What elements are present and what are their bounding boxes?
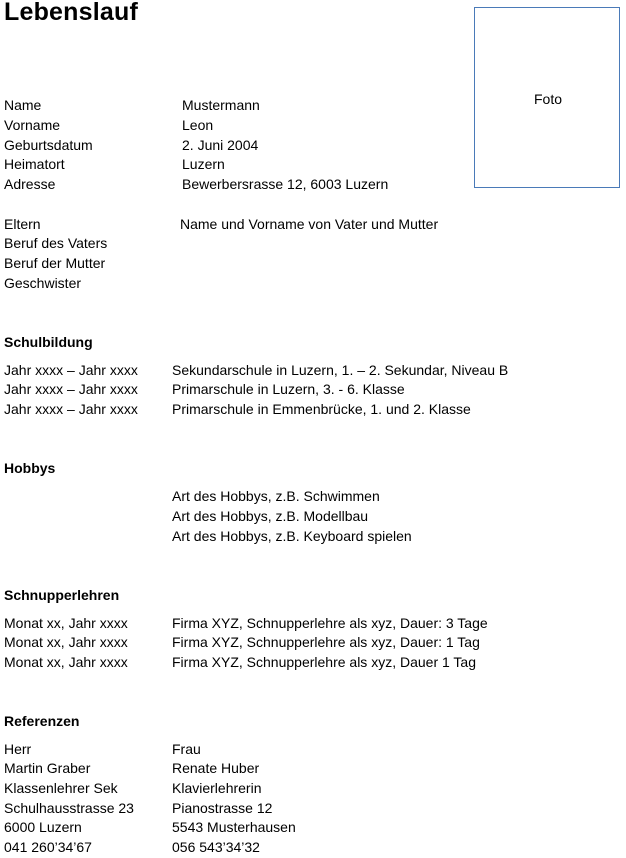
period: Jahr xxxx – Jahr xxxx xyxy=(4,401,138,417)
reference-left-line: 041 260’34’67 xyxy=(4,839,92,855)
reference-left-line: 6000 Luzern xyxy=(4,819,82,835)
entry-text: Primarschule in Emmenbrücke, 1. und 2. Klasse xyxy=(172,401,471,417)
reference-left-line: Martin Graber xyxy=(4,760,91,776)
period: Monat xx, Jahr xxxx xyxy=(4,654,128,670)
family-label: Beruf der Mutter xyxy=(4,255,106,271)
period: Monat xx, Jahr xxxx xyxy=(4,615,128,631)
family-label: Beruf des Vaters xyxy=(4,235,108,251)
personal-label: Adresse xyxy=(4,176,56,192)
reference-right-line: 056 543’34’32 xyxy=(172,839,260,855)
family-label: Geschwister xyxy=(4,275,82,291)
entry-text: Sekundarschule in Luzern, 1. – 2. Sekundar, Niveau B xyxy=(172,362,509,378)
personal-value: Leon xyxy=(182,117,214,133)
personal-value: Bewerbersrasse 12, 6003 Luzern xyxy=(182,176,389,192)
family-label: Eltern xyxy=(4,216,41,232)
section-heading: Hobbys xyxy=(4,460,56,476)
reference-right-line: Renate Huber xyxy=(172,760,260,776)
personal-label: Heimatort xyxy=(4,156,65,172)
parents-value: Name und Vorname von Vater und Mutter xyxy=(180,216,439,232)
personal-value: 2. Juni 2004 xyxy=(182,137,259,153)
entry-text: Firma XYZ, Schnupperlehre als xyz, Dauer 1 Tag xyxy=(172,654,476,670)
period: Monat xx, Jahr xxxx xyxy=(4,634,128,650)
reference-right-line: Klavierlehrerin xyxy=(172,780,262,796)
reference-right-line: Pianostrasse 12 xyxy=(172,800,273,816)
entry-text: Firma XYZ, Schnupperlehre als xyz, Dauer: 1 Tag xyxy=(172,634,480,650)
period: Jahr xxxx – Jahr xxxx xyxy=(4,381,138,397)
hobby-item: Art des Hobbys, z.B. Schwimmen xyxy=(172,488,380,504)
photo-label: Foto xyxy=(533,91,562,107)
section-heading: Schnupperlehren xyxy=(4,587,120,603)
period: Jahr xxxx – Jahr xxxx xyxy=(4,362,138,378)
section-heading: Referenzen xyxy=(4,713,80,729)
reference-left-line: Schulhausstrasse 23 xyxy=(4,800,134,816)
personal-label: Geburtsdatum xyxy=(4,137,93,153)
reference-left-line: Herr xyxy=(4,741,32,757)
personal-value: Luzern xyxy=(182,156,225,172)
reference-right-line: 5543 Musterhausen xyxy=(172,819,296,835)
personal-label: Name xyxy=(4,97,42,113)
photo-placeholder xyxy=(474,7,620,188)
page-title: Lebenslauf xyxy=(4,0,138,26)
entry-text: Firma XYZ, Schnupperlehre als xyz, Dauer: 3 Tage xyxy=(172,615,488,631)
personal-value: Mustermann xyxy=(182,97,260,113)
hobby-item: Art des Hobbys, z.B. Modellbau xyxy=(172,508,369,524)
section-heading: Schulbildung xyxy=(4,334,93,350)
hobby-item: Art des Hobbys, z.B. Keyboard spielen xyxy=(172,528,412,544)
reference-right-line: Frau xyxy=(172,741,201,757)
reference-left-line: Klassenlehrer Sek xyxy=(4,780,118,796)
personal-label: Vorname xyxy=(4,117,61,133)
entry-text: Primarschule in Luzern, 3. - 6. Klasse xyxy=(172,381,405,397)
